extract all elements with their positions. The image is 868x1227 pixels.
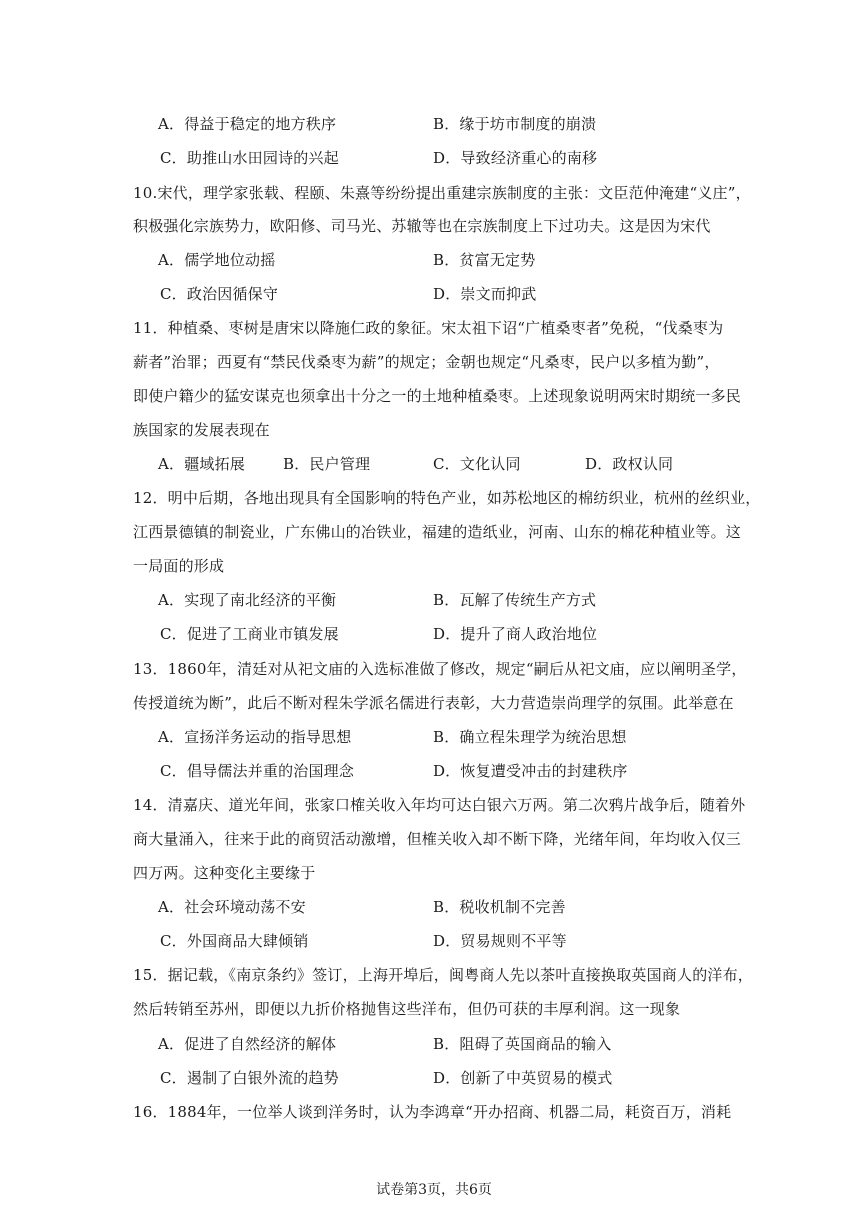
q14-stem-line-1: 14．清嘉庆、道光年间，张家口榷关收入年均可达白银六万两。第二次鸦片战争后，随着外	[133, 796, 746, 814]
q13-option-d: D．恢复遭受冲击的封建秩序	[433, 762, 628, 780]
q13-option-b: B．确立程朱理学为统治思想	[433, 728, 627, 746]
q11-stem-line-1: 11．种植桑、枣树是唐宋以降施仁政的象征。宋太祖下诏“广植桑枣者”免税，“伐桑枣为	[133, 319, 724, 337]
q12-stem-line-1: 12．明中后期，各地出现具有全国影响的特色产业，如苏松地区的棉纺织业，杭州的丝织业，	[133, 489, 761, 507]
q10-option-a: A．儒学地位动摇	[158, 251, 276, 269]
q11-stem-line-2: 薪者”治罪；西夏有“禁民伐桑枣为薪”的规定；金朝也规定“凡桑枣，民户以多植为勤”，	[133, 353, 720, 371]
q13-option-a: A．宣扬洋务运动的指导思想	[158, 728, 352, 746]
q11-option-d: D．政权认同	[585, 455, 674, 473]
q14-stem-line-2: 商大量涌入，往来于此的商贸活动激增，但榷关收入却不断下降，光绪年间，年均收入仅三	[133, 830, 742, 848]
q13-stem-line-2: 传授道统为断”，此后不断对程朱学派名儒进行表彰，大力营造崇尚理学的氛围。此举意在	[133, 694, 734, 712]
q15-option-d: D．创新了中英贸易的模式	[433, 1069, 613, 1087]
q12-option-a: A．实现了南北经济的平衡	[158, 591, 337, 609]
q11-option-a: A．疆域拓展	[158, 455, 246, 473]
q10-stem-line-1: 10.宋代，理学家张载、程颐、朱熹等纷纷提出重建宗族制度的主张：文臣范仲淹建“义庄”，	[133, 184, 751, 202]
q15-stem-line-1: 15．据记载，《南京条约》签订，上海开埠后，闽粤商人先以茶叶直接换取英国商人的洋布，	[133, 966, 753, 984]
q11-option-b: B．民户管理	[283, 455, 371, 473]
q11-stem-line-4: 族国家的发展表现在	[133, 421, 270, 439]
q12-option-c: C．促进了工商业市镇发展	[160, 625, 339, 643]
q13-option-c: C．倡导儒法并重的治国理念	[160, 762, 355, 780]
q14-option-c: C．外国商品大肆倾销	[160, 932, 309, 950]
q9-option-d: D．导致经济重心的南移	[433, 149, 598, 167]
q15-option-a: A．促进了自然经济的解体	[158, 1035, 337, 1053]
q10-option-b: B．贫富无定势	[433, 251, 536, 269]
q15-option-b: B．阻碍了英国商品的输入	[433, 1035, 612, 1053]
q16-stem-line-1: 16．1884年，一位举人谈到洋务时，认为李鸿章“开办招商、机器二局，耗资百万，消耗	[133, 1103, 732, 1121]
q9-option-b: B．缘于坊市制度的崩溃	[433, 115, 597, 133]
q12-stem-line-2: 江西景德镇的制瓷业，广东佛山的冶铁业，福建的造纸业，河南、山东的棉花种植业等。这	[133, 523, 742, 541]
q12-option-b: B．瓦解了传统生产方式	[433, 591, 597, 609]
q14-option-d: D．贸易规则不平等	[433, 932, 567, 950]
q12-option-d: D．提升了商人政治地位	[433, 625, 598, 643]
q10-option-d: D．崇文而抑武	[433, 285, 537, 303]
q14-stem-line-3: 四万两。这种变化主要缘于	[133, 864, 316, 882]
page-footer: 试卷第3页，共6页	[376, 1182, 492, 1198]
q9-option-c: C．助推山水田园诗的兴起	[160, 149, 339, 167]
q10-option-c: C．政治因循保守	[160, 285, 279, 303]
q15-option-c: C．遏制了白银外流的趋势	[160, 1069, 339, 1087]
q14-option-a: A．社会环境动荡不安	[158, 898, 306, 916]
q11-option-c: C．文化认同	[433, 455, 521, 473]
q10-stem-line-2: 积极强化宗族势力，欧阳修、司马光、苏辙等也在宗族制度上下过功夫。这是因为宋代	[133, 217, 711, 235]
q11-stem-line-3: 即使户籍少的猛安谋克也须拿出十分之一的土地种植桑枣。上述现象说明两宋时期统一多民	[133, 387, 742, 405]
q12-stem-line-3: 一局面的形成	[133, 557, 225, 575]
q13-stem-line-1: 13．1860年，清廷对从祀文庙的入选标准做了修改，规定“嗣后从祀文庙，应以阐明圣学，	[133, 660, 747, 678]
q15-stem-line-2: 然后转销至苏州，即便以九折价格抛售这些洋布，但仍可获的丰厚利润。这一现象	[133, 1000, 681, 1018]
q9-option-a: A．得益于稳定的地方秩序	[158, 115, 337, 133]
q14-option-b: B．税收机制不完善	[433, 898, 566, 916]
